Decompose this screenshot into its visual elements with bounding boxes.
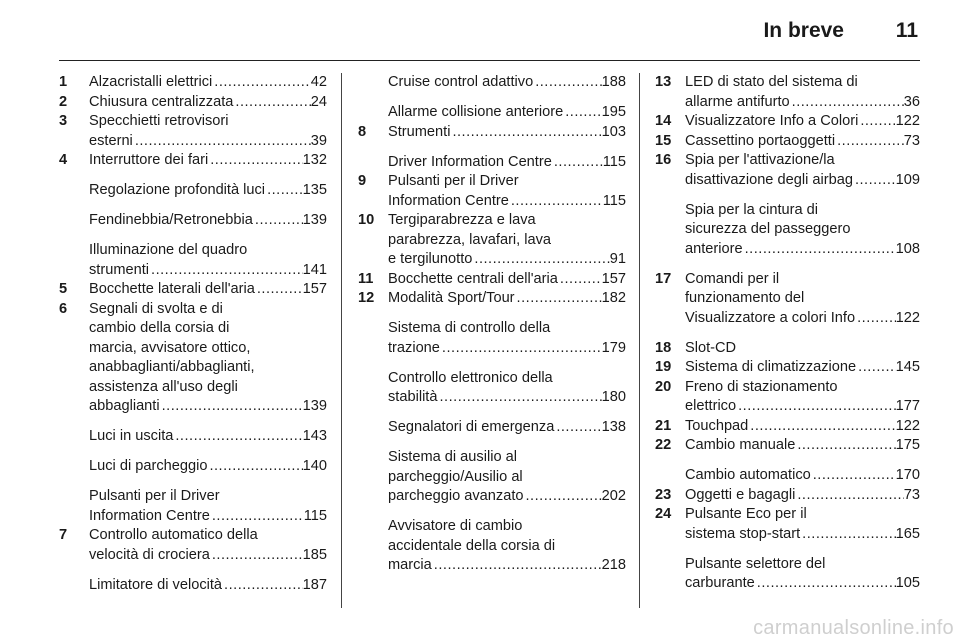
entry-text: Visualizzatore a colori Info <box>685 309 856 326</box>
entry-line <box>388 468 626 488</box>
entry-line <box>388 537 626 557</box>
entry-page-ref: 115 <box>303 507 327 524</box>
index-entry <box>59 211 327 231</box>
item-number: 19 <box>655 359 672 375</box>
entry-text: Pulsanti per il Driver <box>89 488 220 504</box>
entry-line <box>685 201 920 221</box>
entry-line <box>685 466 920 486</box>
column-divider-2 <box>639 73 640 608</box>
item-number: 20 <box>655 378 672 395</box>
item-number: 7 <box>59 527 68 543</box>
entry-text: cambio della corsia di <box>89 320 230 336</box>
entry-text: stabilità <box>388 389 438 405</box>
entry-text: Modalità Sport/Tour <box>388 290 515 306</box>
entry-text: Luci di parcheggio <box>89 458 208 474</box>
entry-text: Illuminazione del quadro <box>89 242 248 258</box>
entry-line <box>685 132 920 152</box>
entry-text: Spia per l'attivazione/la <box>685 152 835 168</box>
dot-leader <box>563 103 601 123</box>
entry-text: Bocchette laterali dell'aria <box>89 281 255 297</box>
watermark: carmanualsonline.info <box>753 617 954 639</box>
entry-line <box>685 417 920 437</box>
entry-text: Sistema di ausilio al <box>388 449 517 465</box>
entry-line <box>89 280 327 300</box>
entry-text: Allarme collisione anteriore <box>388 104 564 120</box>
entry-line <box>685 270 920 290</box>
entry-line <box>89 261 327 281</box>
index-entry <box>655 151 920 190</box>
item-number: 3 <box>59 113 68 129</box>
index-entry <box>59 112 327 151</box>
item-number: 4 <box>59 152 68 168</box>
entry-line <box>388 369 626 389</box>
entry-line <box>388 103 626 123</box>
entry-line <box>685 358 920 378</box>
index-entry <box>59 457 327 477</box>
entry-page-ref: 122 <box>895 309 920 326</box>
entry-line <box>388 339 626 359</box>
dot-leader <box>432 556 602 576</box>
entry-line <box>388 289 626 309</box>
entry-line <box>685 93 920 113</box>
entry-page-ref: 141 <box>302 261 327 278</box>
entry-line <box>89 73 327 93</box>
entry-text: e tergilunotto <box>388 251 473 267</box>
entry-text: allarme antifurto <box>685 93 790 110</box>
dot-leader <box>255 280 303 300</box>
index-entry <box>358 319 626 358</box>
entry-text: Fendinebbia/Retronebbia <box>89 212 253 228</box>
dot-leader <box>222 576 303 596</box>
entry-text: Sistema di controllo della <box>388 320 551 336</box>
index-entry <box>358 418 626 438</box>
entry-line <box>685 436 920 456</box>
entry-text: elettrico <box>685 398 737 414</box>
entry-text: Information Centre <box>89 507 210 524</box>
entry-line <box>685 309 920 329</box>
index-column-2 <box>358 73 626 576</box>
entry-line <box>89 526 327 546</box>
entry-text: esterni <box>89 132 133 149</box>
entry-line <box>685 339 920 359</box>
index-entry <box>59 526 327 565</box>
index-entry <box>655 112 920 132</box>
item-number: 12 <box>358 290 375 306</box>
entry-text: disattivazione degli airbag <box>685 171 853 188</box>
dot-leader <box>509 192 603 212</box>
entry-page-ref: 202 <box>601 488 626 504</box>
entry-text: anabbaglianti/abbaglianti, <box>89 359 255 375</box>
entry-line <box>89 397 327 417</box>
entry-text: Spia per la cintura di <box>685 201 819 218</box>
entry-page-ref: 182 <box>601 290 626 306</box>
entry-page-ref: 187 <box>302 576 327 593</box>
entry-text: Cambio manuale <box>685 437 796 453</box>
entry-page-ref: 108 <box>895 240 920 257</box>
entry-page-ref: 188 <box>601 74 626 90</box>
dot-leader <box>210 507 304 527</box>
entry-line <box>685 171 920 191</box>
entry-text: Pulsante selettore del <box>685 555 826 572</box>
header-divider <box>59 60 920 61</box>
entry-line <box>685 378 920 398</box>
index-entry <box>655 201 920 260</box>
dot-leader <box>265 181 303 201</box>
item-number: 2 <box>59 93 68 110</box>
item-number: 16 <box>655 152 672 168</box>
entry-text: sicurezza del passeggero <box>685 221 851 237</box>
entry-line <box>388 448 626 468</box>
entry-page-ref: 218 <box>601 557 626 573</box>
item-number: 21 <box>655 417 672 434</box>
index-entry <box>358 289 626 309</box>
entry-text: Chiusura centralizzata <box>89 93 234 110</box>
entry-text: funzionamento del <box>685 290 805 306</box>
entry-page-ref: 39 <box>310 132 327 149</box>
entry-text: anteriore <box>685 240 743 257</box>
dot-leader <box>440 339 602 359</box>
index-entry <box>358 73 626 93</box>
entry-text: Slot-CD <box>685 339 737 356</box>
dot-leader <box>450 123 601 143</box>
section-title: In breve <box>763 19 844 42</box>
entry-page-ref: 73 <box>903 132 920 149</box>
index-entry <box>358 369 626 408</box>
entry-page-ref: 24 <box>310 93 327 110</box>
entry-line <box>388 388 626 408</box>
entry-page-ref: 170 <box>895 467 920 483</box>
entry-line <box>89 358 327 378</box>
dot-leader <box>533 73 601 93</box>
item-number: 11 <box>358 270 374 287</box>
entry-line <box>685 505 920 525</box>
entry-text: velocità di crociera <box>89 546 210 563</box>
entry-text: Visualizzatore Info a Colori <box>685 113 859 129</box>
entry-text: Controllo elettronico della <box>388 369 553 386</box>
entry-page-ref: 195 <box>601 104 626 120</box>
index-entry <box>655 417 920 437</box>
dot-leader <box>233 93 310 113</box>
entry-page-ref: 105 <box>895 575 920 591</box>
entry-text: parabrezza, lavafari, lava <box>388 231 552 248</box>
dot-leader <box>790 93 904 113</box>
entry-line <box>388 517 626 537</box>
entry-page-ref: 180 <box>601 389 626 405</box>
entry-page-ref: 157 <box>601 270 626 287</box>
entry-line <box>89 339 327 359</box>
entry-line <box>89 211 327 231</box>
entry-line <box>89 300 327 320</box>
entry-line <box>685 289 920 309</box>
page-header <box>0 0 960 62</box>
entry-page-ref: 143 <box>302 428 327 444</box>
entry-text: Luci in uscita <box>89 428 174 444</box>
entry-page-ref: 115 <box>602 153 626 170</box>
entry-page-ref: 138 <box>601 419 626 435</box>
index-entry <box>655 339 920 359</box>
item-number: 9 <box>358 173 367 189</box>
entry-text: LED di stato del sistema di <box>685 74 858 90</box>
index-entry <box>358 448 626 507</box>
index-entry <box>59 427 327 447</box>
entry-text: marcia <box>388 557 432 573</box>
page-number: 11 <box>895 19 918 42</box>
entry-page-ref: 122 <box>895 417 920 434</box>
index-entry <box>59 576 327 596</box>
item-number: 6 <box>59 300 68 317</box>
entry-line <box>388 487 626 507</box>
index-entry <box>655 132 920 152</box>
dot-leader <box>524 487 602 507</box>
entry-page-ref: 177 <box>895 398 920 414</box>
dot-leader <box>853 171 896 191</box>
entry-text: Avvisatore di cambio <box>388 518 523 534</box>
entry-text: marcia, avvisatore ottico, <box>89 339 251 356</box>
entry-page-ref: 103 <box>601 123 626 140</box>
entry-text: Sistema di climatizzazione <box>685 359 857 375</box>
entry-text: sistema stop-start <box>685 525 801 542</box>
dot-leader <box>160 397 303 417</box>
index-entry <box>358 211 626 270</box>
entry-page-ref: 109 <box>895 171 920 188</box>
index-column-1 <box>59 73 327 595</box>
entry-page-ref: 165 <box>895 525 920 542</box>
dot-leader <box>210 546 303 566</box>
entry-text: strumenti <box>89 261 150 278</box>
entry-line <box>89 487 327 507</box>
entry-line <box>685 486 920 506</box>
entry-page-ref: 139 <box>302 398 327 414</box>
entry-line <box>89 151 327 171</box>
entry-text: parcheggio/Ausilio al <box>388 468 523 485</box>
index-entry <box>655 270 920 329</box>
dot-leader <box>208 151 302 171</box>
entry-text: carburante <box>685 575 755 591</box>
index-entry <box>358 517 626 576</box>
entry-page-ref: 135 <box>302 182 327 198</box>
item-number: 14 <box>655 113 672 129</box>
entry-line <box>388 418 626 438</box>
entry-text: parcheggio avanzato <box>388 488 524 504</box>
index-entry <box>655 378 920 417</box>
dot-leader <box>437 388 601 408</box>
entry-page-ref: 115 <box>602 192 626 209</box>
index-entry <box>655 555 920 594</box>
item-number: 8 <box>358 123 367 140</box>
entry-text: Pulsanti per il Driver <box>388 173 519 189</box>
entry-text: Alzacristalli elettrici <box>89 74 213 90</box>
entry-line <box>388 556 626 576</box>
entry-page-ref: 42 <box>310 74 327 90</box>
dot-leader <box>856 358 896 378</box>
index-entry <box>59 487 327 526</box>
item-number: 18 <box>655 339 672 356</box>
entry-page-ref: 36 <box>903 93 920 110</box>
index-entry <box>655 436 920 456</box>
entry-page-ref: 91 <box>609 251 626 267</box>
entry-text: Specchietti retrovisori <box>89 113 229 129</box>
entry-text: Bocchette centrali dell'aria <box>388 270 558 287</box>
entry-line <box>388 153 626 173</box>
item-number: 17 <box>655 270 672 287</box>
entry-line <box>89 546 327 566</box>
entry-text: Comandi per il <box>685 270 780 287</box>
entry-text: Oggetti e bagagli <box>685 486 796 503</box>
entry-line <box>89 576 327 596</box>
entry-line <box>89 93 327 113</box>
entry-text: Information Centre <box>388 192 509 209</box>
index-entry <box>59 300 327 417</box>
entry-line <box>89 378 327 398</box>
dot-leader <box>558 270 602 290</box>
entry-line <box>685 555 920 575</box>
dot-leader <box>811 466 896 486</box>
dot-leader <box>795 436 895 456</box>
entry-page-ref: 145 <box>895 359 920 375</box>
entry-line <box>89 112 327 132</box>
entry-text: Touchpad <box>685 417 749 434</box>
entry-page-ref: 157 <box>302 281 327 297</box>
index-entry <box>59 151 327 171</box>
entry-line <box>388 231 626 251</box>
index-entry <box>358 172 626 211</box>
entry-line <box>89 457 327 477</box>
item-number: 23 <box>655 486 672 503</box>
entry-text: Driver Information Centre <box>388 153 552 170</box>
entry-line <box>685 397 920 417</box>
index-entry <box>655 358 920 378</box>
entry-line <box>685 151 920 171</box>
dot-leader <box>835 132 904 152</box>
entry-line <box>388 123 626 143</box>
entry-line <box>685 220 920 240</box>
entry-text: Segnali di svolta e di <box>89 300 223 317</box>
entry-text: assistenza all'uso degli <box>89 378 238 395</box>
index-entry <box>59 241 327 280</box>
dot-leader <box>736 397 896 417</box>
entry-page-ref: 73 <box>903 486 920 503</box>
index-entry <box>59 280 327 300</box>
entry-text: Pulsante Eco per il <box>685 506 807 522</box>
index-entry <box>655 505 920 544</box>
entry-line <box>388 270 626 290</box>
entry-line <box>388 250 626 270</box>
index-entry <box>59 73 327 93</box>
item-number: 13 <box>655 74 672 90</box>
index-entry <box>358 123 626 143</box>
entry-line <box>89 507 327 527</box>
index-column-3 <box>655 73 920 594</box>
item-number: 10 <box>358 212 375 228</box>
dot-leader <box>554 418 601 438</box>
entry-line <box>388 211 626 231</box>
entry-page-ref: 175 <box>895 437 920 453</box>
entry-text: accidentale della corsia di <box>388 537 556 554</box>
entry-page-ref: 132 <box>302 152 327 168</box>
entry-text: Tergiparabrezza e lava <box>388 212 536 228</box>
entry-text: Cruise control adattivo <box>388 74 534 90</box>
entry-line <box>89 319 327 339</box>
entry-text: Interruttore dei fari <box>89 152 209 168</box>
dot-leader <box>858 112 895 132</box>
dot-leader <box>149 261 303 281</box>
dot-leader <box>748 417 895 437</box>
item-number: 24 <box>655 506 672 522</box>
column-divider-1 <box>341 73 342 608</box>
entry-line <box>388 172 626 192</box>
entry-text: Freno di stazionamento <box>685 378 838 395</box>
index-entry <box>655 73 920 112</box>
index-entry <box>358 153 626 173</box>
item-number: 1 <box>59 74 68 90</box>
item-number: 22 <box>655 437 672 453</box>
entry-text: Regolazione profondità luci <box>89 182 266 198</box>
index-entry <box>59 93 327 113</box>
entry-line <box>388 73 626 93</box>
index-entry <box>655 486 920 506</box>
entry-text: Segnalatori di emergenza <box>388 419 555 435</box>
entry-line <box>89 241 327 261</box>
entry-text: Cambio automatico <box>685 467 811 483</box>
entry-line <box>89 427 327 447</box>
index-entry <box>358 270 626 290</box>
entry-line <box>685 574 920 594</box>
dot-leader <box>743 240 896 260</box>
entry-line <box>388 319 626 339</box>
dot-leader <box>173 427 302 447</box>
entry-page-ref: 140 <box>302 458 327 474</box>
dot-leader <box>253 211 303 231</box>
entry-line <box>89 181 327 201</box>
dot-leader <box>133 132 311 152</box>
index-entry <box>655 466 920 486</box>
entry-line <box>685 240 920 260</box>
entry-page-ref: 139 <box>302 212 327 228</box>
dot-leader <box>800 525 895 545</box>
entry-text: Limitatore di velocità <box>89 576 223 593</box>
dot-leader <box>855 309 896 329</box>
entry-line <box>685 112 920 132</box>
entry-text: trazione <box>388 339 440 356</box>
index-entry <box>358 103 626 123</box>
dot-leader <box>207 457 302 477</box>
entry-text: Controllo automatico della <box>89 527 258 543</box>
entry-page-ref: 185 <box>302 546 327 563</box>
entry-text: Cassettino portaoggetti <box>685 132 836 149</box>
entry-text: abbaglianti <box>89 398 160 414</box>
item-number: 5 <box>59 281 68 297</box>
dot-leader <box>795 486 903 506</box>
entry-line <box>685 525 920 545</box>
entry-page-ref: 122 <box>895 113 920 129</box>
entry-text: Strumenti <box>388 123 451 140</box>
item-number: 15 <box>655 132 672 149</box>
entry-page-ref: 179 <box>601 339 626 356</box>
dot-leader <box>755 574 896 594</box>
dot-leader <box>472 250 609 270</box>
dot-leader <box>515 289 602 309</box>
dot-leader <box>552 153 603 173</box>
index-entry <box>59 181 327 201</box>
entry-line <box>388 192 626 212</box>
entry-line <box>89 132 327 152</box>
dot-leader <box>212 73 311 93</box>
entry-line <box>685 73 920 93</box>
